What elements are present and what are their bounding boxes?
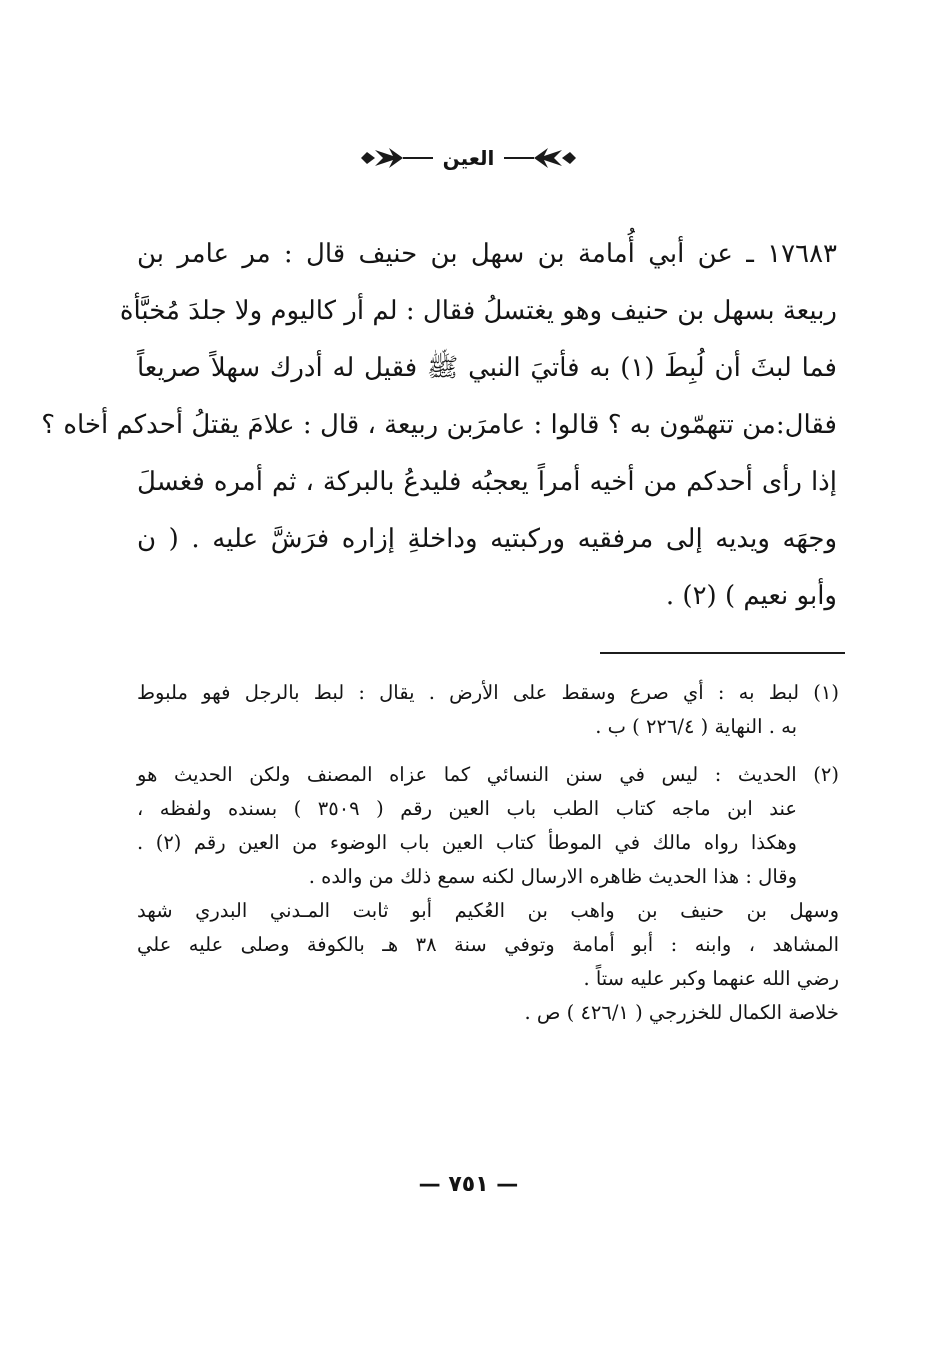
- text-line: ربيعة بسهل بن حنيف وهو يغتسلُ فقال : لم أر كاليوم ولا جلدَ مُخبَّأة: [119, 296, 837, 326]
- chapter-title: العين: [442, 146, 495, 170]
- footnote-line: وسهل بن حنيف بن واهب بن العُكيم أبو ثابت المـدني البدري شهد: [137, 899, 839, 922]
- chapter-header: [0, 136, 937, 180]
- footnote-line: (١) لبط به : أي صرع وسقط على الأرض . يقال : لبط بالرجل فهو ملبوط: [137, 681, 839, 704]
- footnote-line: به . النهاية ( ٢٢٦/٤ ) ب .: [595, 715, 797, 738]
- hadith-text: [41, 226, 837, 625]
- footnotes: [137, 676, 839, 1030]
- text-line: فقال:من تتهمّون به ؟ قالوا : عامرَبن ربيعة ، قال : علامَ يقتلُ أحدكم أخاه ؟: [41, 410, 837, 440]
- text-line: ١٧٦٨٣ ـ عن أبي أُمامة بن سهل بن حنيف قال : مر عامر بن: [137, 239, 837, 269]
- footnote-line: عند ابن ماجه كتاب الطب باب العين رقم ( ٣٥٠٩ ) بسنده ولفظه ،: [137, 797, 798, 820]
- footnote-line: خلاصة الكمال للخزرجي ( ٤٢٦/١ ) ص .: [524, 1001, 839, 1024]
- footnote-line: (٢) الحديث : ليس في سنن النسائي كما عزاه المصنف ولكن الحديث هو: [137, 763, 839, 786]
- footnote-spacer: [137, 744, 839, 758]
- text-line: فما لبثَ أن لُبِطَ (١) به فأتيَ النبي ﷺ فقيل له أدرك سهلاً صريعاً: [137, 353, 837, 383]
- ornament-icon: [361, 144, 433, 172]
- footnote-divider: [600, 652, 845, 654]
- ornament-icon: [504, 144, 576, 172]
- text-line: وجهَه ويديه إلى مرفقيه وركبتيه وداخلةِ إزاره فرَشَّ عليه . ( ن: [137, 524, 837, 554]
- footnote-line: وهكذا رواه مالك في الموطأ كتاب العين باب الوضوء من العين رقم (٢) .: [137, 831, 797, 854]
- page-number: — ٧٥١ —: [418, 1172, 519, 1197]
- text-line: إذا رأى أحدكم من أخيه أمراً يعجبُه فليدعُ بالبركة ، ثم أمره فغسلَ: [137, 467, 837, 497]
- footnote-line: وقال : هذا الحديث ظاهره الارسال لكنه سمع ذلك من والده .: [308, 865, 797, 888]
- text-line: وأبو نعيم ) (٢) .: [665, 581, 837, 611]
- footnote-line: رضي الله عنهما وكبر عليه ستاً .: [583, 967, 839, 990]
- footnote-line: المشاهد ، وابنه : أبو أمامة وتوفي سنة ٣٨ هـ بالكوفة وصلى عليه علي: [137, 933, 839, 956]
